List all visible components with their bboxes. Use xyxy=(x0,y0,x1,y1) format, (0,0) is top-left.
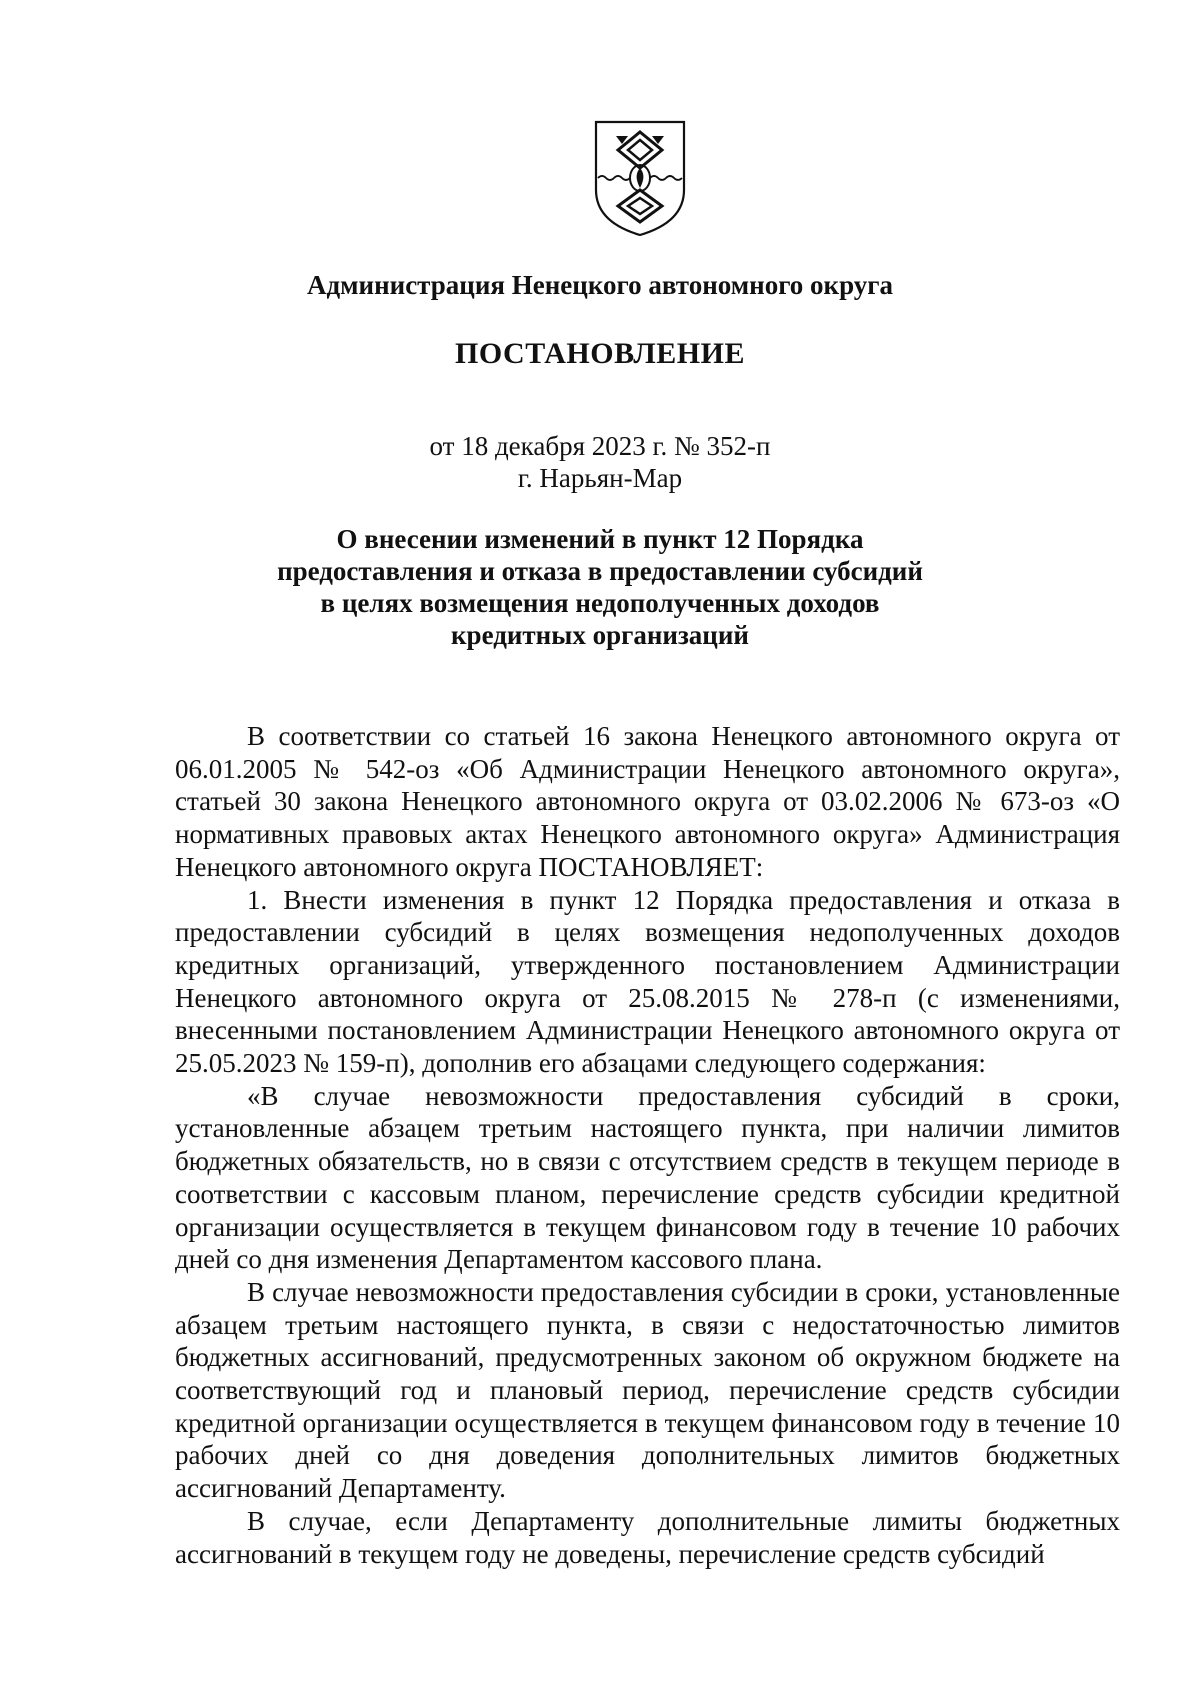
subject-line: О внесении изменений в пункт 12 Порядка xyxy=(336,524,864,554)
body-paragraph: В случае невозможности предоставления субсидии в сроки, установленные абзацем третьим настоящего пункта, в связи с недостаточностью лимитов бюджетных ассигнований, предусмотренных законом об окружном бюджете на соответствующий год и плановый период, перечисление средств субсидии кредитной организации осуществляется в текущем финансовом году в течение 10 рабочих дней со дня доведения дополнительных лимитов бюджетных ассигнований Департаменту. xyxy=(175,1276,1120,1504)
subject-line: в целях возмещения недополученных доходов xyxy=(320,588,880,618)
body-paragraph: В случае, если Департаменту дополнительные лимиты бюджетных ассигнований в текущем году не доведены, перечисление средств субсидий xyxy=(175,1505,1120,1569)
subject-line: кредитных организаций xyxy=(451,620,749,650)
document-body xyxy=(175,720,1120,1570)
document-place: г. Нарьян-Мар xyxy=(517,463,683,493)
body-paragraph: В соответствии со статьей 16 закона Ненецкого автономного округа от 06.01.2005 № 542-оз «Об Администрации Ненецкого автономного округа», статьей 30 закона Ненецкого автономного округа от 03.02.2006 № 673-оз «О нормативных правовых актах Ненецкого автономного округа» Администрация Ненецкого автономного округа ПОСТАНОВЛЯЕТ: xyxy=(175,721,1120,882)
document-subject xyxy=(0,523,1200,651)
body-paragraph: 1. Внести изменения в пункт 12 Порядка предоставления и отказа в предоставлении субсидий в целях возмещения недополученных доходов кредитных организаций, утвержденного постановлением Администрации Ненецкого автономного округа от 25.08.2015 № 278-п (с изменениями, внесенными постановлением Администрации Ненецкого автономного округа от 25.05.2023 № 159-п), дополнив его абзацами следующего содержания: xyxy=(175,884,1120,1079)
coat-of-arms-icon xyxy=(590,118,690,238)
document-type-heading: ПОСТАНОВЛЕНИЕ xyxy=(455,337,745,370)
subject-line: предоставления и отказа в предоставлении субсидий xyxy=(277,556,923,586)
organization-title: Администрация Ненецкого автономного округа xyxy=(306,270,894,300)
body-paragraph: «В случае невозможности предоставления субсидий в сроки, установленные абзацем третьим настоящего пункта, при наличии лимитов бюджетных обязательств, но в связи с отсутствием средств в текущем периоде в соответствии с кассовым планом, перечисление средств субсидии кредитной организации осуществляется в текущем финансовом году в течение 10 рабочих дней со дня изменения Департаментом кассового плана. xyxy=(175,1080,1120,1275)
document-date-number: от 18 декабря 2023 г. № 352-п xyxy=(429,431,771,461)
